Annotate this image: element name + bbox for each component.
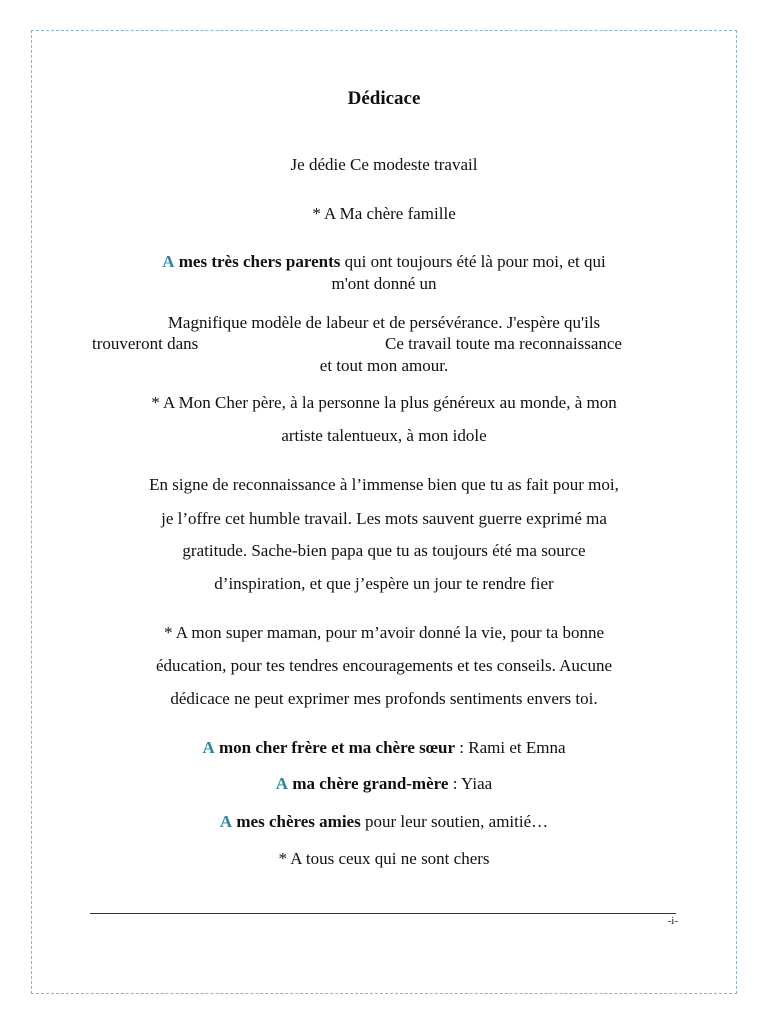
mother-line-3: dédicace ne peut exprimer mes profonds sentiments envers toi. xyxy=(170,689,598,708)
family-line: * A Ma chère famille xyxy=(312,204,456,223)
friends-prefix: A xyxy=(219,812,233,831)
parents-line-2: m'ont donné un xyxy=(331,274,437,293)
grandmother-bold: ma chère grand-mère xyxy=(292,774,449,793)
siblings-rest: : Rami et Emna xyxy=(459,738,566,757)
siblings-prefix: A xyxy=(202,738,215,757)
parents-line-5: et tout mon amour. xyxy=(319,356,449,375)
father-paragraph-line-1: En signe de reconnaissance à l’immense bien que tu as fait pour moi, xyxy=(149,475,619,494)
page-title: Dédicace xyxy=(347,88,421,109)
mother-line-1: * A mon super maman, pour m’avoir donné la vie, pour ta bonne xyxy=(163,623,605,642)
grandmother-line xyxy=(0,773,768,795)
siblings-bold: mon cher frère et ma chère sœur xyxy=(219,738,456,757)
father-line-1: * A Mon Cher père, à la personne la plus généreux au monde, à mon xyxy=(151,393,617,412)
friends-rest: pour leur soutien, amitié… xyxy=(364,812,549,831)
parents-line-3: Magnifique modèle de labeur et de persévérance. J'espère qu'ils xyxy=(167,313,601,332)
father-paragraph-line-4: d’inspiration, et que j’espère un jour te rendre fier xyxy=(214,574,554,593)
parents-bold: mes très chers parents xyxy=(178,252,341,271)
footer-divider xyxy=(90,913,676,914)
grandmother-rest: : Yiaa xyxy=(452,774,493,793)
father-line-2: artiste talentueux, à mon idole xyxy=(281,426,487,445)
parents-line-4-right: Ce travail toute ma reconnaissance xyxy=(385,334,622,353)
parents-rest: qui ont toujours été là pour moi, et qui xyxy=(344,252,606,271)
friends-bold: mes chères amies xyxy=(236,812,361,831)
parents-line-1 xyxy=(0,251,768,273)
intro-line: Je dédie Ce modeste travail xyxy=(290,155,478,174)
father-paragraph-line-3: gratitude. Sache-bien papa que tu as toujours été ma source xyxy=(182,541,586,560)
closing-line: * A tous ceux qui ne sont chers xyxy=(278,849,490,868)
parents-line-4-left: trouveront dans xyxy=(92,334,199,353)
page-number: -i- xyxy=(667,915,678,927)
parents-prefix: A xyxy=(162,252,175,271)
mother-line-2: éducation, pour tes tendres encouragements et tes conseils. Aucune xyxy=(155,656,613,675)
grandmother-prefix: A xyxy=(275,774,289,793)
father-paragraph-line-2: je l’offre cet humble travail. Les mots sauvent guerre exprimé ma xyxy=(161,509,607,528)
siblings-line xyxy=(0,737,768,759)
friends-line xyxy=(0,811,768,833)
